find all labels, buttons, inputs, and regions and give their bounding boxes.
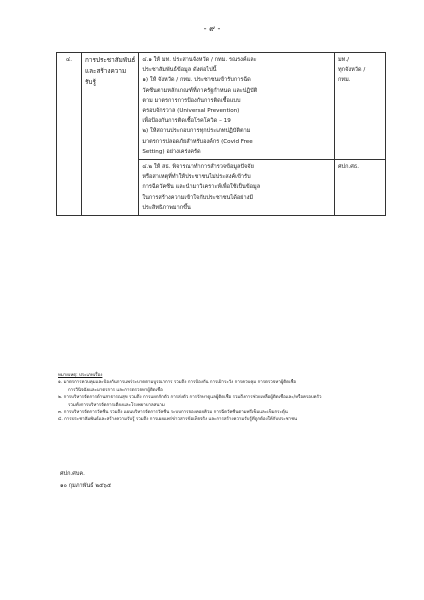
- signature-date: ๑๐ กุมภาพันธ์ ๒๕๖๕: [60, 483, 112, 489]
- agency-cell: [335, 160, 386, 216]
- topic-cell: [82, 53, 139, 216]
- detail-line: ๔.๒ ให้ สธ. พิจารณาทำการสำรวจข้อมูลปัจจัย: [142, 164, 254, 171]
- detail-line: ๑) ให้ จังหวัด / กทม. ประชาชนเข้ารับการฉีด: [142, 77, 251, 84]
- note-line: ๔. การประชาสัมพันธ์และสร้างความรับรู้ รวมถึง การเผยแพร่ข่าวสารข้อเท็จจริง และการสร้างความรับรู้ที่ถูกต้องให้กับประชาชน: [58, 417, 298, 423]
- detail-line: ๔.๑ ให้ มท. ประสานจังหวัด / กทม. รณรงค์และ: [142, 57, 257, 63]
- note-line: ๓. การบริหารจัดการวัคซีน รวมถึง แผนบริหารจัดการวัคซีน ระบบการจองคอยคิวม การฉีดวัคซีนตามพรีเข็มและเข็มกระตุ้น: [58, 410, 288, 416]
- detail-line: ตาม มาตรการการป้องกันการติดเชื้อแบบ: [142, 97, 241, 104]
- agency-line: กทม.: [338, 77, 351, 84]
- agency-line: ศปก.ศธ.: [338, 164, 360, 171]
- detail-line: การฉีดวัคซีน และนำมาวิเคราะห์เพื่อใช้เป็นข้อมูล: [142, 184, 261, 191]
- detail-line: ๒) ให้สถานประกอบการทุกประเภทปฏิบัติตาม: [142, 128, 251, 135]
- detail-line: ครอบจักรวาล (Universal Prevention): [142, 108, 240, 115]
- agency-line: มท./: [338, 57, 350, 63]
- page-number: - ๙ -: [203, 24, 221, 33]
- detail-cell: [139, 160, 335, 216]
- detail-line: ประชาสัมพันธ์ข้อมูล ดังต่อไปนี้: [142, 67, 217, 74]
- note-line: ๒. การบริหารจัดการด้านสาธารณสุข รวมถึง การแยกกักตัว การส่งตัว การรักษาดูแลผู้ติดเชื้อ รวมถึงการช่วยเหลือผู้ติดเชื้อและ/หรือครอบครัว: [58, 395, 322, 401]
- detail-line: เพื่อป้องกันการติดเชื้อโรคโควิด – 19: [142, 118, 231, 125]
- detail-line: ประสิทธิภาพมากขึ้น: [142, 204, 191, 211]
- agency-line: ทุกจังหวัด /: [338, 67, 366, 74]
- signature-office: ศปก.ศบค.: [60, 471, 85, 477]
- detail-line: วัคซีนตามหลักเกณฑ์ที่ภาครัฐกำหนด และปฏิบัติ: [142, 87, 258, 94]
- note-line: การวินิจฉัยและมาตรการ และการตรวจหาผู้ติดเชื้อ: [68, 387, 163, 393]
- table-row: [57, 53, 386, 160]
- detail-line: มาตรการปลอดภัยสำหรับองค์กร (Covid Free: [142, 138, 253, 145]
- note-line: ๑. มาตรการควบคุมและป้องกันการแพร่ระบาดตามบูรณาการ รวมถึง การป้องกัน การเฝ้าระวัง การควบคุม การตรวจหาผู้ติดเชื้อ: [58, 380, 297, 386]
- notes-title: หมายเหตุ: ประเภทเรื่อง: [58, 373, 103, 378]
- agency-cell: [335, 53, 386, 160]
- detail-line: ในการสร้างความเข้าใจกับประชาชนได้อย่างมี: [142, 194, 254, 201]
- notes-section: [58, 372, 388, 424]
- measures-table: [56, 52, 386, 216]
- note-line: รวมทั้งการบริหารจัดการเตียงและโรงพยาบาลสนาม: [68, 402, 165, 408]
- item-number: ๔.: [57, 53, 82, 216]
- topic-line: การประชาสัมพันธ์: [85, 56, 136, 64]
- detail-line: หรือสาเหตุที่ทำให้ประชาชนไม่ประสงค์เข้ารับ: [142, 174, 251, 181]
- detail-cell: [139, 53, 335, 160]
- topic-line: รับรู้: [85, 78, 96, 86]
- topic-line: และสร้างความ: [85, 67, 127, 75]
- detail-line: Setting) อย่างเคร่งครัด: [142, 148, 201, 155]
